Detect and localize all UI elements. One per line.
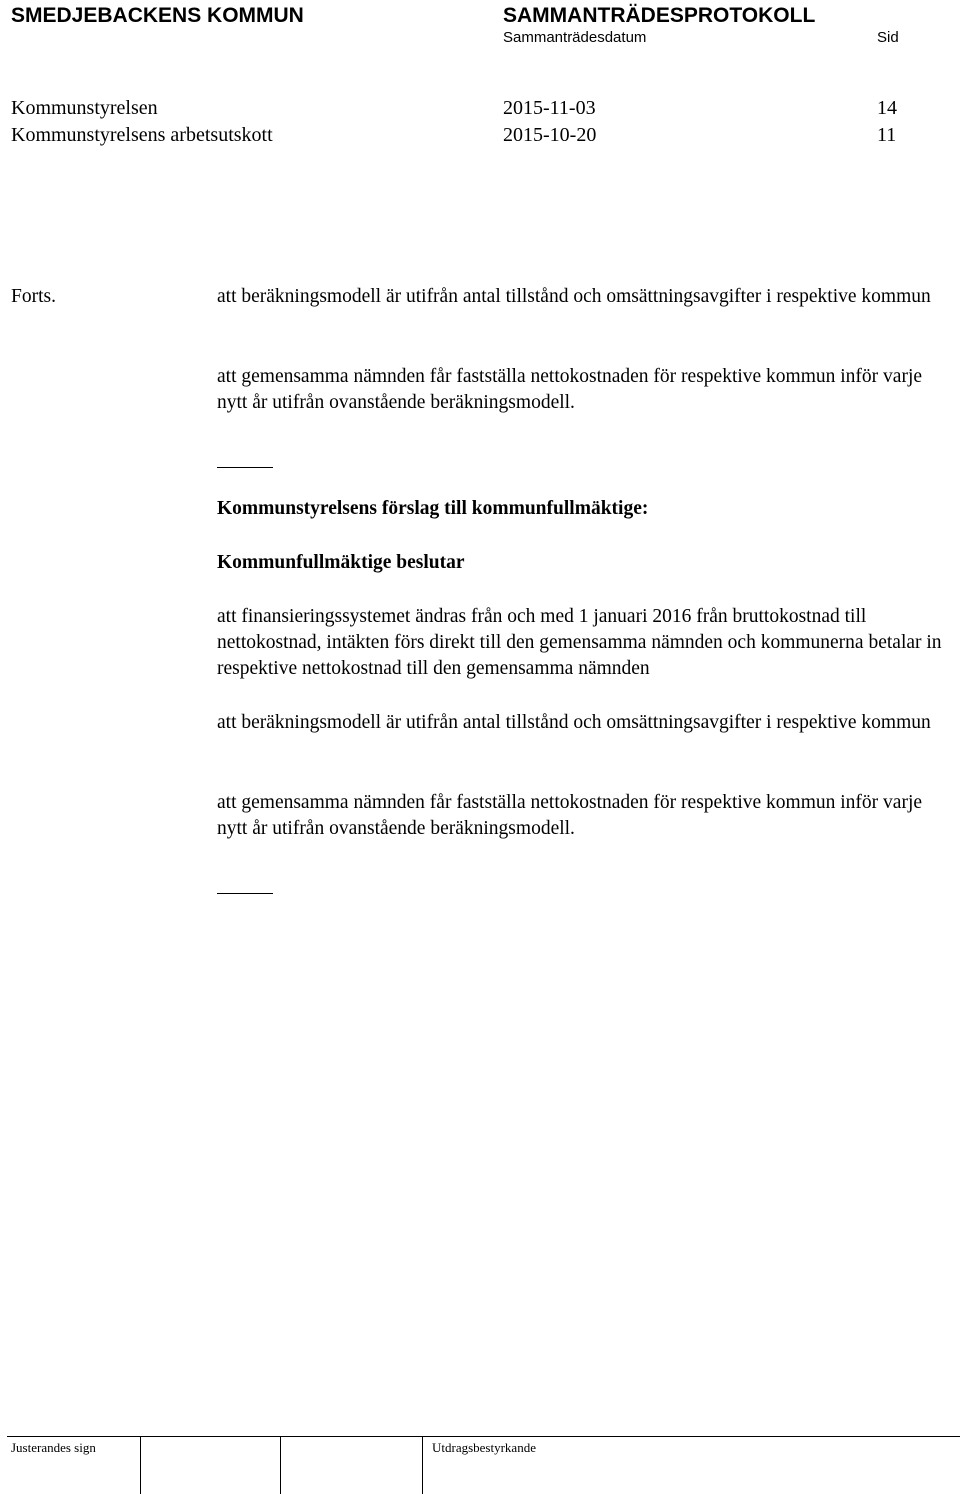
- proposal-heading: Kommunstyrelsens förslag till kommunfullmäktige:: [217, 498, 649, 519]
- meeting-body: Kommunstyrelsen: [11, 97, 158, 119]
- continuation-label: Forts.: [11, 286, 56, 307]
- utdrag-label: Utdragsbestyrkande: [432, 1440, 536, 1455]
- signature-cell-divider: [140, 1437, 141, 1494]
- page-column-label: Sid: [877, 29, 899, 46]
- signature-cell-divider: [422, 1437, 423, 1494]
- proposal-subheading: Kommunfullmäktige beslutar: [217, 552, 465, 573]
- proposal-paragraph: att finansieringssystemet ändras från och med 1 januari 2016 från bruttokostnad till nettokostnad, intäkten förs direkt till den gemensamma nämnden och kommunerna betalar in respektive nettokostnad till den gemensamma nämnden: [217, 606, 942, 679]
- section-divider: [217, 467, 273, 468]
- footer-top-rule: [7, 1436, 960, 1437]
- proposal-paragraph: att beräkningsmodell är utifrån antal tillstånd och omsättningsavgifter i respektive kommun: [217, 712, 931, 733]
- organization-name: SMEDJEBACKENS KOMMUN: [11, 4, 304, 27]
- document-type: SAMMANTRÄDESPROTOKOLL: [503, 4, 816, 27]
- section-divider: [217, 893, 273, 894]
- meeting-body: Kommunstyrelsens arbetsutskott: [11, 124, 273, 146]
- meeting-page: 14: [877, 97, 897, 119]
- signature-cell-divider: [280, 1437, 281, 1494]
- meeting-date: 2015-10-20: [503, 124, 597, 146]
- justering-label: Justerandes sign: [11, 1440, 96, 1455]
- continuation-paragraph: att gemensamma nämnden får fastställa nettokostnaden för respektive kommun inför varje nytt år utifrån ovanstående beräkningsmodell.: [217, 366, 923, 413]
- date-column-label: Sammanträdesdatum: [503, 29, 647, 46]
- proposal-paragraph: att gemensamma nämnden får fastställa nettokostnaden för respektive kommun inför varje nytt år utifrån ovanstående beräkningsmodell.: [217, 792, 923, 839]
- meeting-date: 2015-11-03: [503, 97, 596, 119]
- continuation-paragraph: att beräkningsmodell är utifrån antal tillstånd och omsättningsavgifter i respektive kommun: [217, 286, 931, 307]
- meeting-page: 11: [877, 124, 897, 146]
